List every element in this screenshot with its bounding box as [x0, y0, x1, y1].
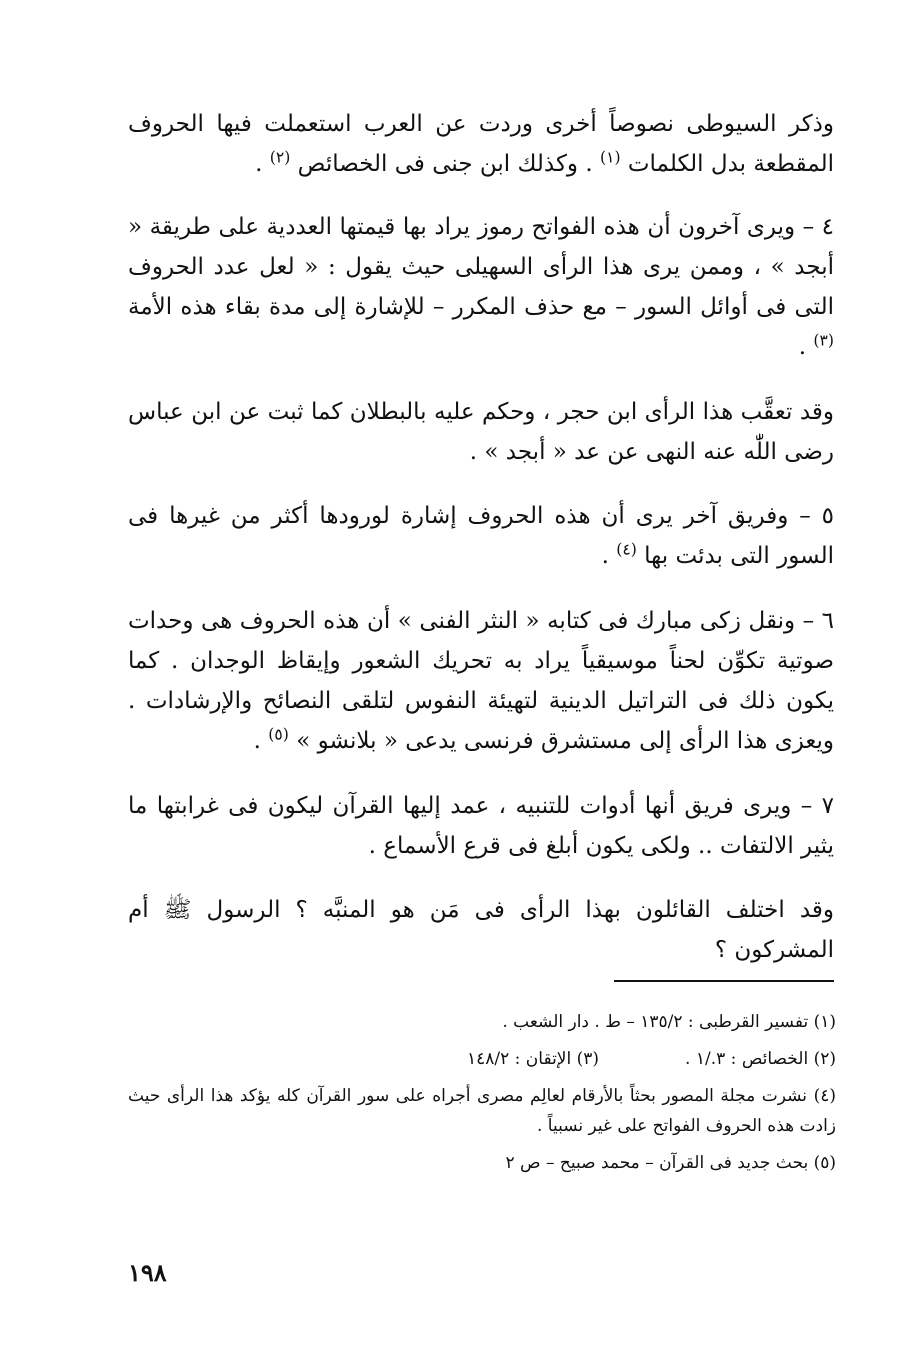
paragraph-2-text: ٤ – ويرى آخرون أن هذه الفواتح رموز يراد بها قيمتها العددية على طريقة « أبجد » ، وممن يرى هذا الرأى السهيلى حيث يقول : « لعل عدد الحروف التى فى أوائل السور – مع حذف المكرر – للإشارة إلى مدة بقاء هذه الأمة	[128, 213, 834, 320]
paragraph-3	[128, 392, 834, 473]
footnote-2-text: (٢) الخصائص : ٣./١ .	[685, 1049, 836, 1070]
footnote-5	[128, 1149, 836, 1178]
paragraph-2	[128, 207, 834, 368]
footnote-ref-3: (٣)	[813, 330, 834, 350]
main-text	[128, 104, 834, 971]
footnotes	[128, 1008, 836, 1186]
page-number: ١٩٨	[128, 1258, 167, 1287]
paragraph-1-after-ref-2: .	[255, 151, 270, 178]
footnote-1	[128, 1008, 836, 1037]
paragraph-3-text: وقد تعقَّب هذا الرأى ابن حجر ، وحكم عليه بالبطلان كما ثبت عن ابن عباس رضى اللّٰه عنه النهى عن عد « أبجد » .	[128, 398, 834, 465]
paragraph-6	[128, 786, 834, 867]
footnote-ref-5: (٥)	[268, 724, 289, 744]
footnote-4	[128, 1082, 836, 1140]
paragraph-7	[128, 890, 834, 971]
paragraph-1-after-ref-1: . وكذلك ابن جنى فى الخصائص	[290, 151, 600, 178]
paragraph-1	[128, 104, 834, 185]
paragraph-4-after-ref: .	[601, 543, 617, 570]
footnote-1-text: (١) تفسير القرطبى : ١٣٥/٢ – ط . دار الشعب .	[502, 1012, 836, 1032]
paragraph-2-after-ref: .	[798, 334, 814, 361]
paragraph-5-text: ٦ – ونقل زكى مبارك فى كتابه « النثر الفنى » أن هذه الحروف هى وحدات صوتية تكوِّن لحناً موسيقياً يراد به تحريك الشعور وإيقاظ الوجدان . كما يكون ذلك فى التراتيل الدينية لتهيئة النفوس لتلقى النصائح والإرشادات . ويعزى هذا الرأى إلى مستشرق فرنسى يدعى « بلانشو »	[128, 607, 834, 755]
paragraph-5	[128, 601, 834, 762]
paragraph-4-text: ٥ – وفريق آخر يرى أن هذه الحروف إشارة لورودها أكثر من غيرها فى السور التى بدئت بها	[128, 503, 834, 570]
footnote-ref-1: (١)	[599, 147, 621, 167]
paragraph-6-text: ٧ – ويرى فريق أنها أدوات للتنبيه ، عمد إليها القرآن ليكون فى غرابتها ما يثير الالتفات .. ولكى يكون أبلغ فى قرع الأسماع .	[128, 792, 834, 859]
footnote-3-text: (٣) الإتقان : ١٤٨/٢	[467, 1049, 600, 1070]
footnote-ref-4: (٤)	[616, 539, 637, 559]
paragraph-1-text: وذكر السيوطى نصوصاً أخرى وردت عن العرب استعملت فيها الحروف المقطعة بدل الكلمات	[128, 111, 834, 178]
paragraph-7-text: وقد اختلف القائلون بهذا الرأى فى مَن هو المنبَّه ؟ الرسول ﷺ أم المشركون ؟	[128, 897, 834, 964]
footnote-2-3-row	[128, 1045, 836, 1074]
footnote-5-text: (٥) بحث جديد فى القرآن – محمد صبيح – ص ٢	[505, 1152, 836, 1173]
footnote-ref-2: (٢)	[269, 147, 291, 167]
paragraph-5-after-ref: .	[253, 728, 269, 755]
footnote-divider	[614, 980, 834, 982]
paragraph-4	[128, 496, 834, 577]
footnote-4-text: (٤) نشرت مجلة المصور بحثاً بالأرقام لعالِم مصرى أجراه على سور القرآن كله يؤكد هذا الرأى حيث زادت هذه الحروف الفواتح على غير نسبياً .	[128, 1086, 836, 1136]
